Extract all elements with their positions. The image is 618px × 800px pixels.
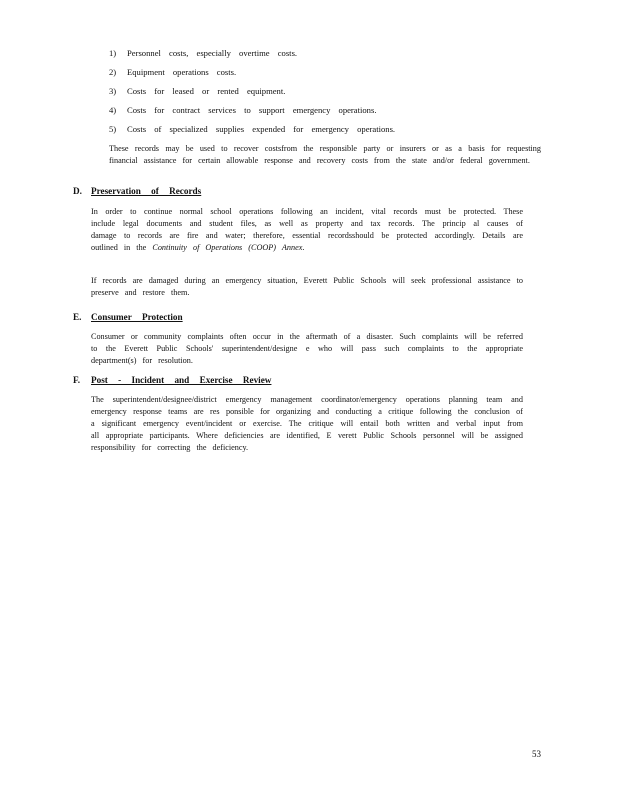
cost-list [109,48,549,143]
section-title: Consumer Protection [91,312,183,322]
list-item-number: 5) [109,124,117,134]
list-item-number: 1) [109,48,117,58]
section-e-heading [73,312,183,322]
section-f-paragraph: The superintendent/designee/district emergency management coordinator/emergency operations planning team and emergency response teams are res ponsible for organizing and conducting a critique following the conclusion of a significant emergency event/incident or exercise. The critique will entail both written and verbal input from all appropriate participants. Where deficiencies are identified, E verett Public Schools personnel will be assigned responsibility for correcting the deficiency. [91,395,523,452]
list-item-text: Equipment operations costs. [127,67,237,77]
section-letter: E. [73,312,82,322]
section-e-paragraph: Consumer or community complaints often occur in the aftermath of a disaster. Such complaints will be referred to the Everett Public Schools' superintendent/designe e who will pass such complaints to the appropriate department(s) for resolution. [91,332,523,365]
coop-annex-reference: Continuity of Operations (COOP) Annex [152,243,303,252]
section-letter: D. [73,186,82,196]
list-item-text: Costs for contract services to support emergency operations. [127,105,377,115]
list-item-number: 3) [109,86,117,96]
section-d-paragraph-2: If records are damaged during an emergency situation, Everett Public Schools will seek professional assistance to preserve and restore them. [91,276,523,297]
section-f-heading [73,375,271,385]
paragraph-end: . [302,243,305,252]
list-item [109,48,549,67]
section-d-heading [73,186,201,196]
records-paragraph: These records may be used to recover costsfrom the responsible party or insurers or as a basis for requesting financial assistance for certain allowable response and recovery costs from the state and/or federal government. [109,144,541,165]
list-item-number: 2) [109,67,117,77]
list-item [109,86,549,105]
paragraph-text: In order to continue normal school operations following an incident, vital records must be protected. These include legal documents and student files, as well as property and tax records. The princip al causes of damage to records are fire and water; therefore, essential recordsshould be protected accordingly. Details are outlined in the [91,207,523,252]
section-title: Post - Incident and Exercise Review [91,375,272,385]
list-item-number: 4) [109,105,117,115]
section-letter: F. [73,375,81,385]
list-item-text: Costs for leased or rented equipment. [127,86,286,96]
list-item-text: Costs of specialized supplies expended for emergency operations. [127,124,396,134]
section-title: Preservation of Records [91,186,202,196]
section-d-paragraph-1 [91,206,523,254]
list-item [109,124,549,143]
list-item [109,105,549,124]
list-item-text: Personnel costs, especially overtime costs. [127,48,298,58]
list-item [109,67,549,86]
page-number: 53 [532,749,541,759]
